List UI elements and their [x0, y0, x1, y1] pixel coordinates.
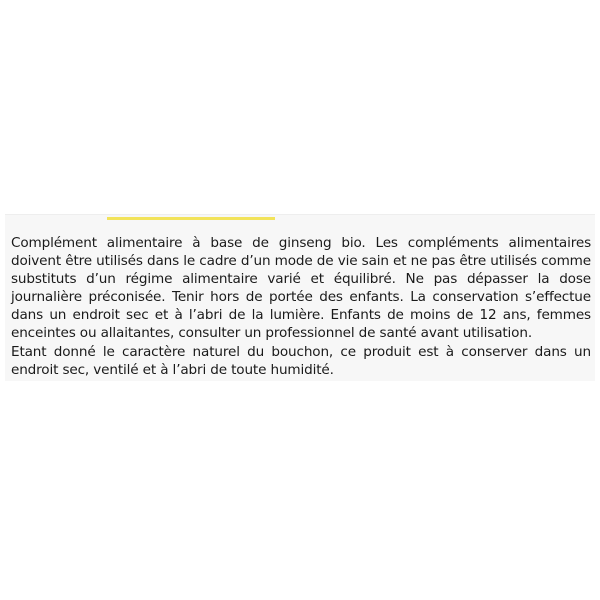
accent-underline [107, 217, 275, 220]
storage-instructions-paragraph: Etant donné le caractère naturel du bouchon, ce produit est à conserver dans un endroit sec, ventilé et à l’abri de toute humidité. [11, 343, 591, 378]
product-label-text [11, 234, 591, 379]
usage-warnings-paragraph: Complément alimentaire à base de ginseng bio. Les compléments alimentaires doivent être utilisés dans le cadre d’un mode de vie sain et ne pas être utilisés comme substituts d’un régime alimentaire varié et équilibré. Ne pas dépasser la dose journalière préconisée. Tenir hors de portée des enfants. La conservation s’effectue dans un endroit sec et à l’abri de la lumière. Enfants de moins de 12 ans, femmes enceintes ou allaitantes, consulter un professionnel de santé avant utilisation. [11, 235, 591, 342]
